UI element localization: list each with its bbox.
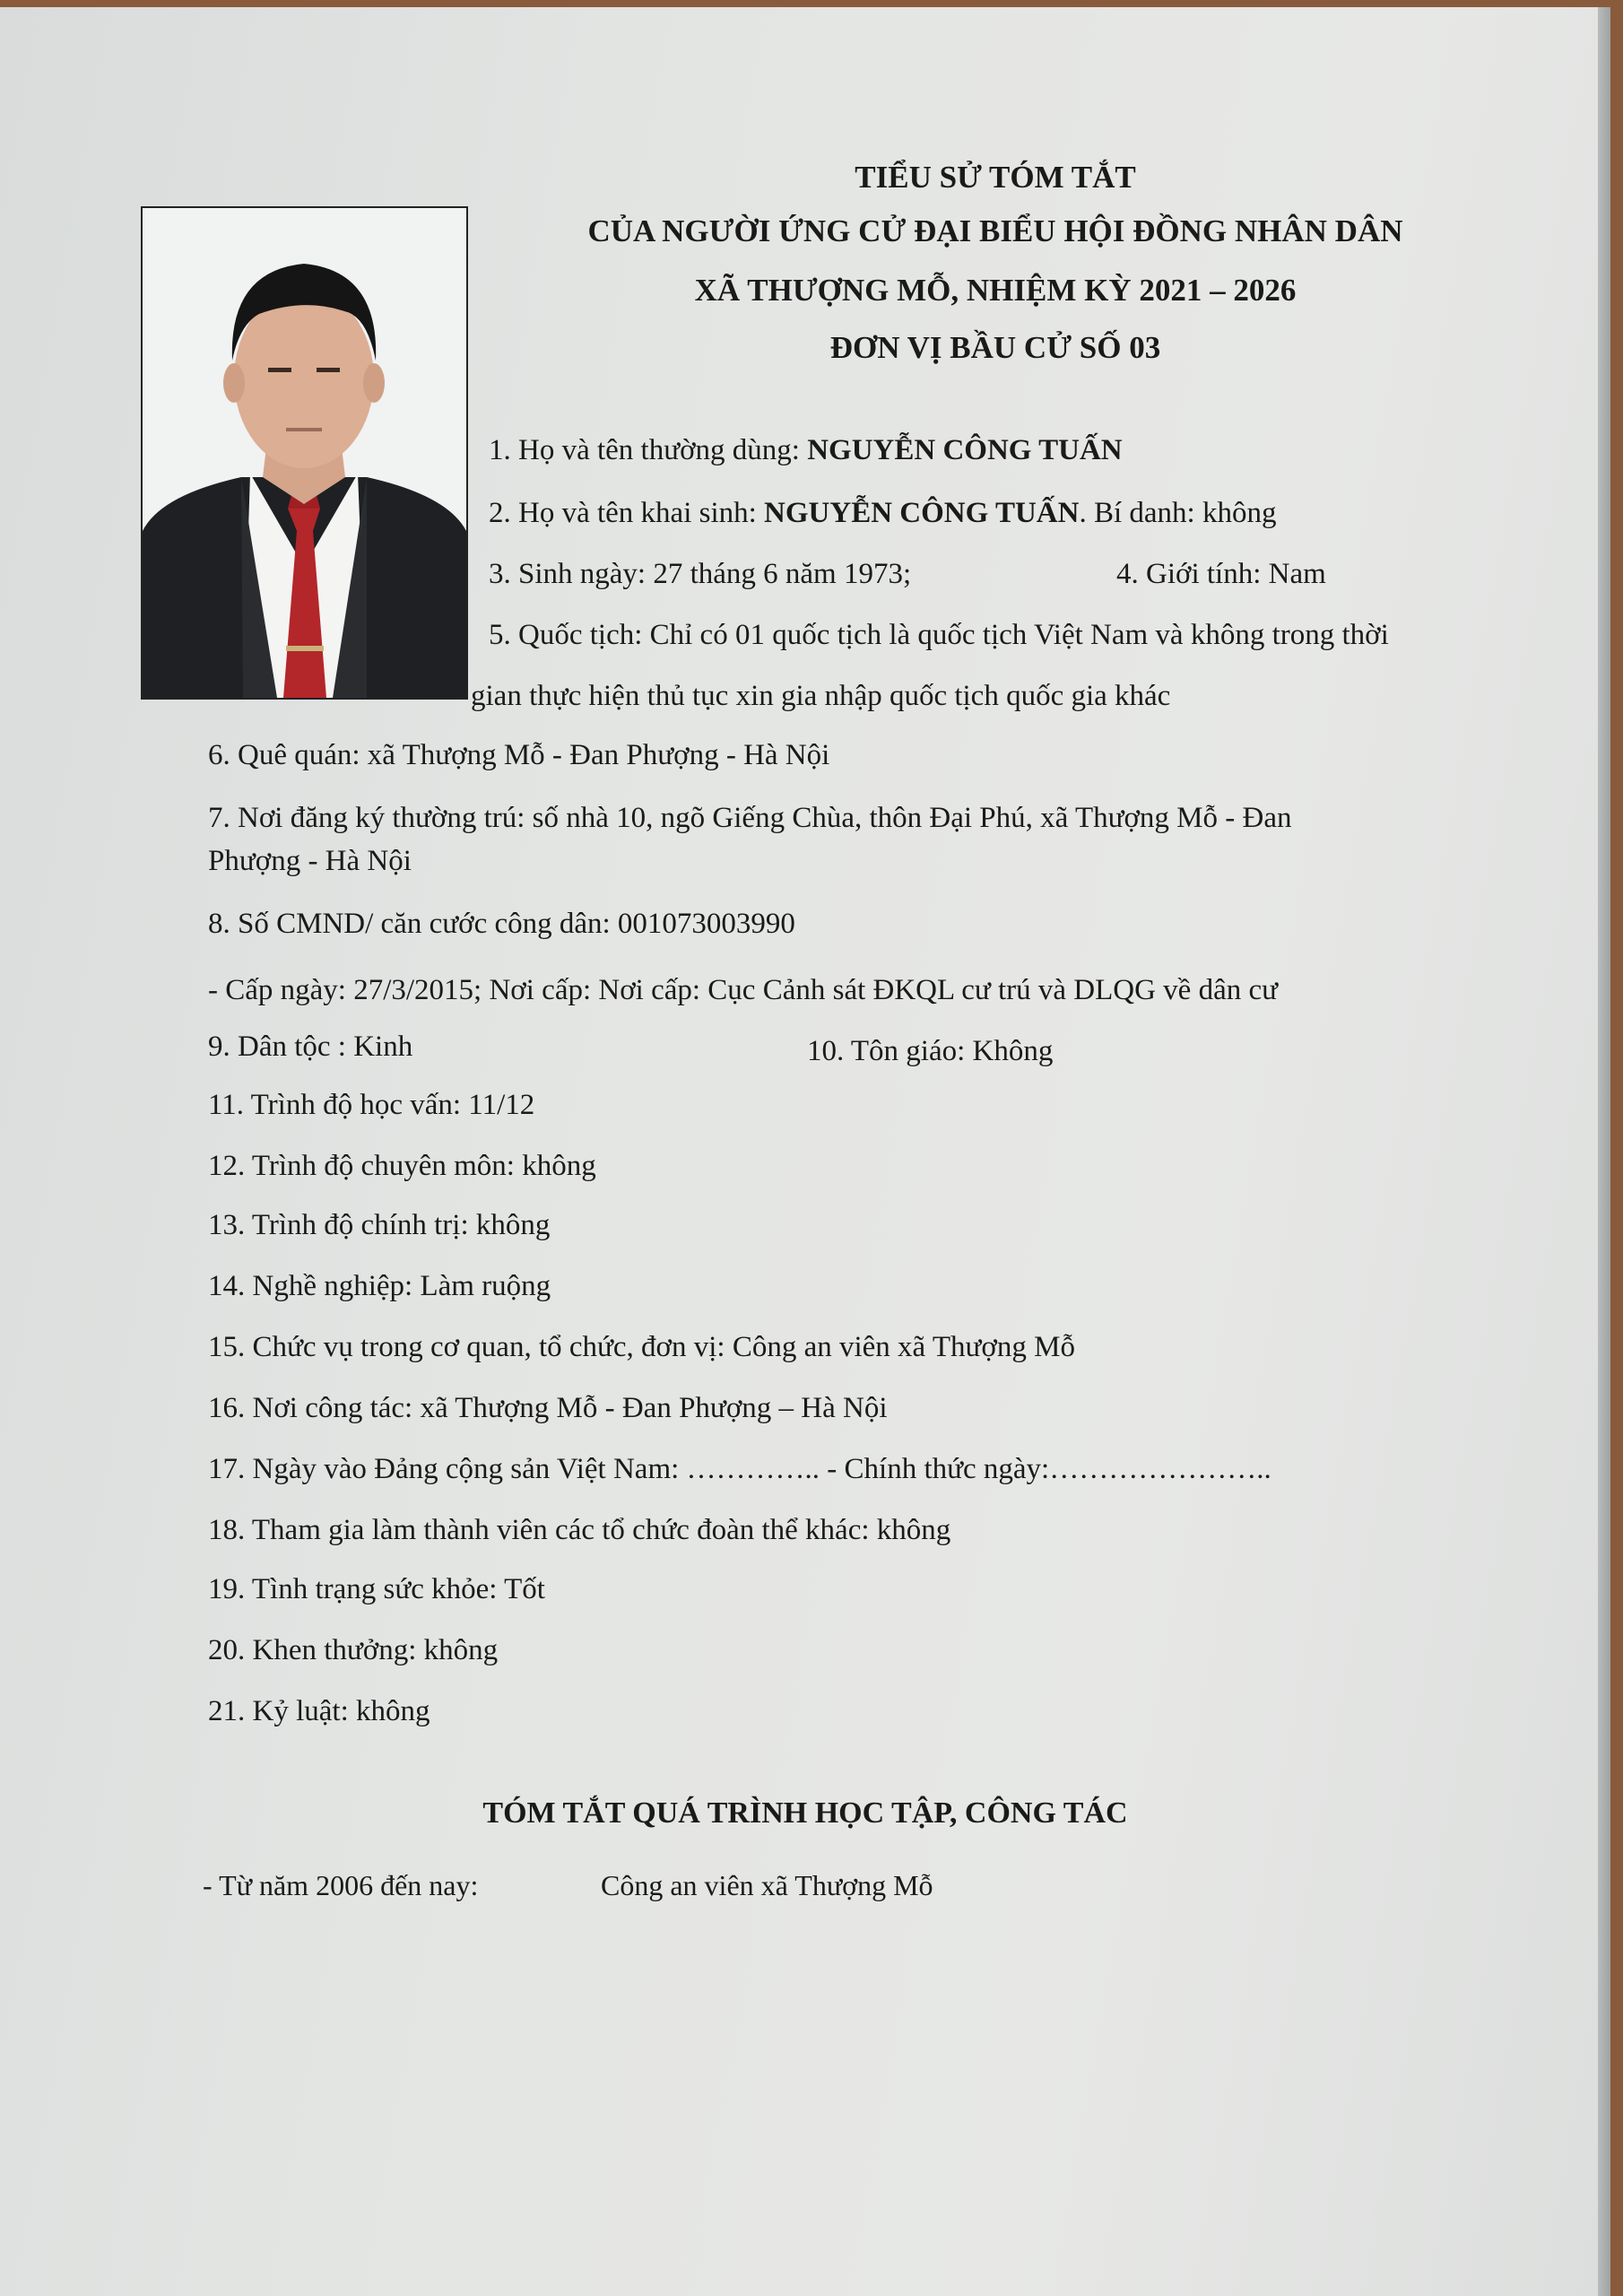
field-party-join-date: 17. Ngày vào Đảng cộng sản Việt Nam: ………….. - Chính thức ngày:………………….. (208, 1453, 1271, 1485)
field-residence-line-2: Phượng - Hà Nội (208, 845, 412, 877)
field-birth-name-label: 2. Họ và tên khai sinh: (489, 497, 765, 529)
field-birth-date: 3. Sinh ngày: 27 tháng 6 năm 1973; (489, 558, 912, 590)
doc-title-line-4: ĐƠN VỊ BẦU CỬ SỐ 03 (829, 330, 1161, 365)
portrait-image (143, 208, 466, 698)
field-education: 11. Trình độ học vấn: 11/12 (208, 1089, 535, 1121)
candidate-portrait-photo (141, 206, 468, 700)
field-political-level: 13. Trình độ chính trị: không (208, 1209, 551, 1241)
field-id-issue: - Cấp ngày: 27/3/2015; Nơi cấp: Nơi cấp: Cục Cảnh sát ĐKQL cư trú và DLQG về dân cư (208, 974, 1279, 1006)
field-religion: 10. Tôn giáo: Không (807, 1035, 1054, 1067)
field-rewards: 20. Khen thưởng: không (208, 1634, 499, 1666)
field-nationality-line-2: gian thực hiện thủ tục xin gia nhập quốc tịch quốc gia khác (471, 680, 1171, 712)
document-page (0, 7, 1610, 2296)
field-gender: 4. Giới tính: Nam (1116, 558, 1326, 590)
history-period: - Từ năm 2006 đến nay: (203, 1869, 479, 1901)
field-residence-line-1: 7. Nơi đăng ký thường trú: số nhà 10, ngõ Giếng Chùa, thôn Đại Phú, xã Thượng Mỗ - Đan (208, 802, 1292, 834)
field-birth-name (489, 499, 1276, 528)
doc-title-line-3: XÃ THƯỢNG MỖ, NHIỆM KỲ 2021 – 2026 (694, 273, 1297, 308)
field-nationality-line-1: 5. Quốc tịch: Chỉ có 01 quốc tịch là quốc tịch Việt Nam và không trong thời (489, 619, 1389, 651)
field-other-organizations: 18. Tham gia làm thành viên các tổ chức đoàn thể khác: không (208, 1514, 951, 1546)
field-id-number: 8. Số CMND/ căn cước công dân: 001073003990 (208, 908, 795, 940)
field-discipline: 21. Kỷ luật: không (208, 1695, 430, 1727)
field-common-name (489, 436, 1123, 465)
field-health: 19. Tình trạng sức khỏe: Tốt (208, 1573, 545, 1605)
history-section-title: TÓM TẮT QUÁ TRÌNH HỌC TẬP, CÔNG TÁC (482, 1796, 1128, 1830)
field-hometown: 6. Quê quán: xã Thượng Mỗ - Đan Phượng - Hà Nội (208, 739, 830, 771)
field-common-name-label: 1. Họ và tên thường dùng: (489, 434, 808, 466)
field-alias: . Bí danh: không (1079, 497, 1277, 529)
field-birth-name-value: NGUYỄN CÔNG TUẤN (764, 497, 1080, 529)
page-edge-shadow (1598, 7, 1610, 2296)
field-workplace: 16. Nơi công tác: xã Thượng Mỗ - Đan Phượng – Hà Nội (208, 1392, 888, 1424)
field-ethnicity: 9. Dân tộc : Kinh (208, 1031, 413, 1063)
doc-title-line-2: CỦA NGƯỜI ỨNG CỬ ĐẠI BIỂU HỘI ĐỒNG NHÂN DÂN (587, 213, 1403, 248)
field-occupation: 14. Nghề nghiệp: Làm ruộng (208, 1270, 551, 1302)
field-expertise: 12. Trình độ chuyên môn: không (208, 1150, 596, 1182)
field-common-name-value: NGUYỄN CÔNG TUẤN (807, 434, 1123, 466)
history-role: Công an viên xã Thượng Mỗ (601, 1869, 933, 1901)
field-position: 15. Chức vụ trong cơ quan, tổ chức, đơn vị: Công an viên xã Thượng Mỗ (208, 1331, 1075, 1363)
doc-title-line-1: TIỂU SỬ TÓM TẮT (855, 160, 1136, 195)
